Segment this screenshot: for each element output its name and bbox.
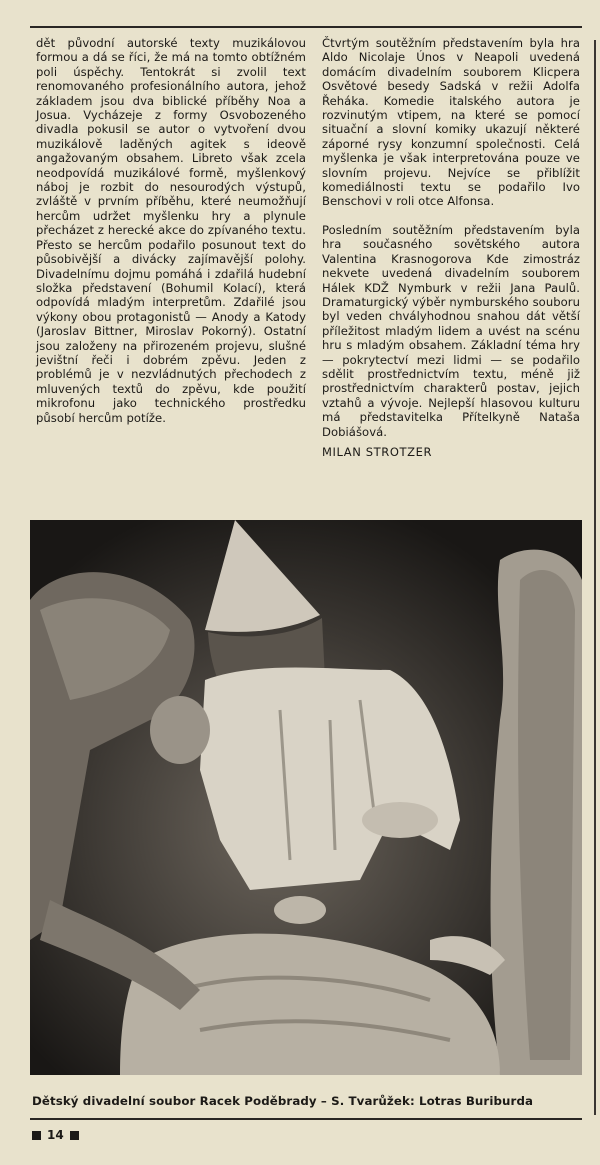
bottom-rule (30, 1118, 582, 1120)
right-paragraph-1: Čtvrtým soutěžním představením byla hra Aldo Nicolaje Únos v Neapoli uvedená domácím divadelním souborem Klicpera Osvětové besedy Sadská v režii Adolfa Řeháka. Komedie italského autora je rozvinutým vtipem, na které se pomocí situační a slovní komiky ukazují některé záporné rysy konzumní společnosti. Celá myšlenka je však interpretována pouze ve slovním projevu. Nejvíce se přiblížit komediálnosti textu se podařilo Ivo Benschovi v roli otce Alfonsa. (322, 36, 580, 209)
page-folio (32, 1128, 79, 1142)
square-bullet-icon (32, 1131, 41, 1140)
right-column-rule (594, 40, 596, 1115)
page-number: 14 (47, 1128, 64, 1142)
photo-caption: Dětský divadelní soubor Racek Poděbrady – S. Tvarůžek: Lotras Buriburda (32, 1094, 534, 1108)
square-bullet-icon (70, 1131, 79, 1140)
right-paragraph-2: Posledním soutěžním představením byla hra současného sovětského autora Valentina Krasnogorova Kde zimostráz nekvete uvedená divadelním souborem Hálek KDŽ Nymburk v režii Jana Paulů. Dramaturgický výběr nymburského souboru byl veden chvályhodnou snahou dát větší příležitost mladým lidem a uvést na scénu hru s mladým obsahem. Základní téma hry — pokrytectví mezi lidmi — se podařilo sdělit prostřednictvím textu, méně již prostřednictvím charakterů postav, jejich vztahů a vývoje. Nejlepší hlasovou kulturu má představitelka Přítelkyně Nataša Dobiášová. (322, 222, 580, 439)
article-left-column (36, 36, 306, 425)
top-rule (30, 26, 582, 28)
theatre-photo (30, 520, 582, 1075)
left-column-text: dět původní autorské texty muzikálovou formou a dá se říci, že má na tomto obtížném poli úspěchy. Tentokrát si zvolil text renomovaného profesionálního autora, jehož základem jsou dva biblické příběhy Noa a Josua. Vycházeje z formy Osvobozeného divadla pokusil se autor o vytvoření dvou muzikálově laděných agitek s ideově angažovaným obsahem. Libreto však zcela neodpovídá muzikálové formě, myšlenkový náboj je rozbit do nesourodých výstupů, zvláště v prvním příběhu, které neumožňují hercům udržet myšlenku hry a plynule přecházet z herecké akce do zpívaného textu. Přesto se hercům podařilo posunout text do působivější a divácky zajímavější polohy. Divadelnímu dojmu pomáhá i zdařilá hudební složka představení (Bohumil Kolací), která odpovídá mladým interpretům. Zdařilé jsou výkony obou protagonistů — Anody a Katody (Jaroslav Bittner, Miroslav Pokorný). Ostatní jsou založeny na přirozeném projevu, slušné jevištní řeči i dobrém zpěvu. Jeden z problémů je v nezvládnutých přechodech z mluvených textů do zpěvu, kde použití mikrofonu jako technického prostředku působí hercům potíže. (36, 36, 306, 425)
author-byline: MILAN STROTZER (322, 444, 433, 459)
article-right-column (322, 36, 580, 459)
